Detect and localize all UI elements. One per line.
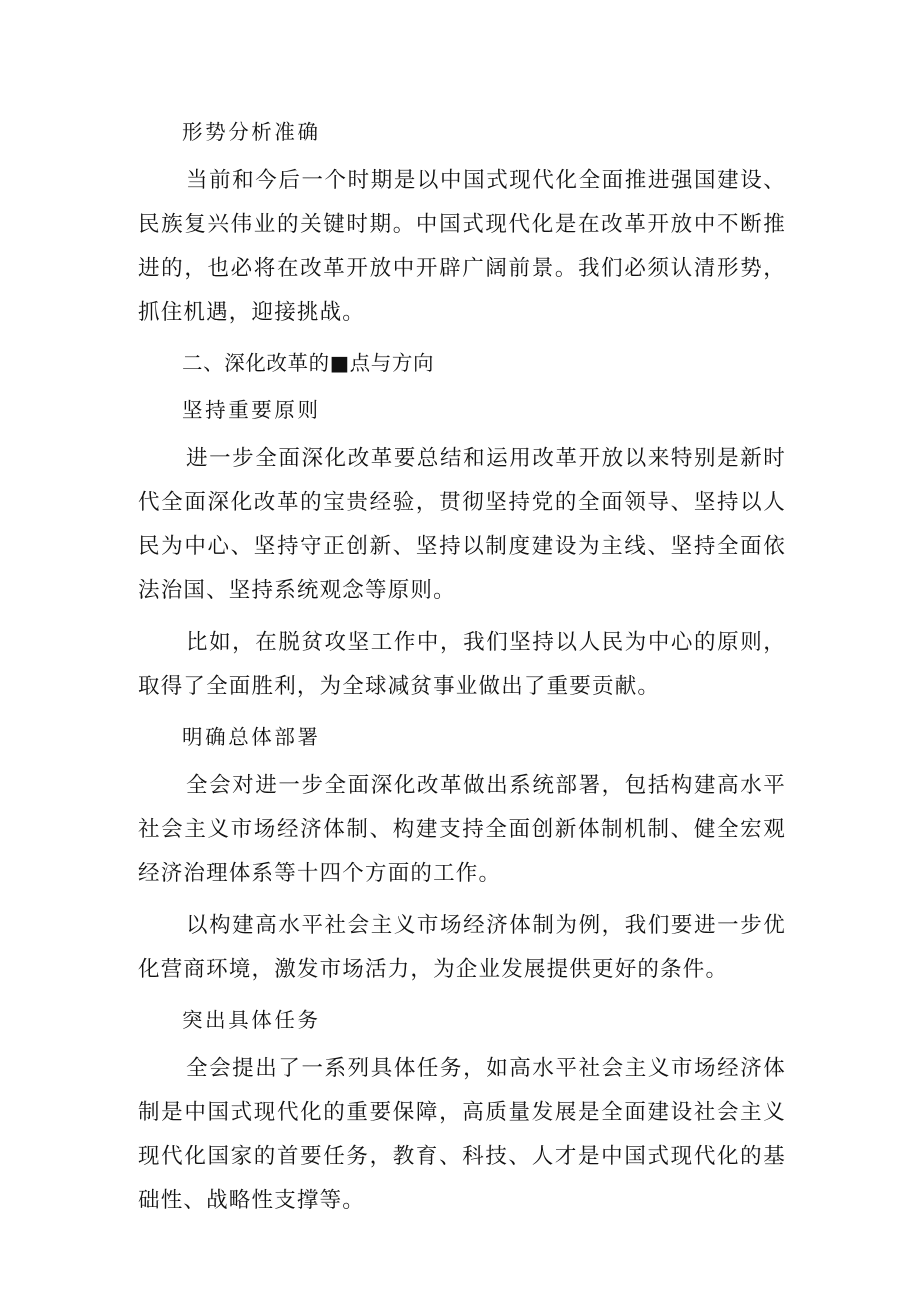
subheading-important-principles: 坚持重要原则 [182,398,321,422]
paragraph-poverty-example: 比如，在脱贫攻坚工作中，我们坚持以人民为中心的原则，取得了全面胜利，为全球减贫事业做出了重要贡献。 [138,630,786,699]
paragraph-deployment: 全会对进一步全面深化改革做出系统部署，包括构建高水平社会主义市场经济体制、构建支持全面创新体制机制、健全宏观经济治理体系等十四个方面的工作。 [138,773,786,886]
subheading-specific-tasks: 突出具体任务 [182,1008,321,1032]
subheading-overall-deployment: 明确总体部署 [182,725,321,749]
section-heading-reform-focus: 二、深化改革的■点与方向 [182,351,435,375]
paragraph-principles: 进一步全面深化改革要总结和运用改革开放以来特别是新时代全面深化改革的宝贵经验，贯彻坚持党的全面领导、坚持以人民为中心、坚持守正创新、坚持以制度建设为主线、坚持全面依法治国、坚持系统观念等原则。 [138,446,786,603]
paragraph-market-example: 以构建高水平社会主义市场经济体制为例，我们要进一步优化营商环境，激发市场活力，为企业发展提供更好的条件。 [138,913,786,982]
paragraph-current-period: 当前和今后一个时期是以中国式现代化全面推进强国建设、民族复兴伟业的关键时期。中国式现代化是在改革开放中不断推进的，也必将在改革开放中开辟广阔前景。我们必须认清形势，抓住机遇，迎接挑战。 [138,168,786,325]
paragraph-specific-tasks: 全会提出了一系列具体任务，如高水平社会主义市场经济体制是中国式现代化的重要保障，高质量发展是全面建设社会主义现代化国家的首要任务，教育、科技、人才是中国式现代化的基础性、战略性支撑等。 [138,1056,786,1213]
subheading-situation-analysis: 形势分析准确 [182,120,321,144]
